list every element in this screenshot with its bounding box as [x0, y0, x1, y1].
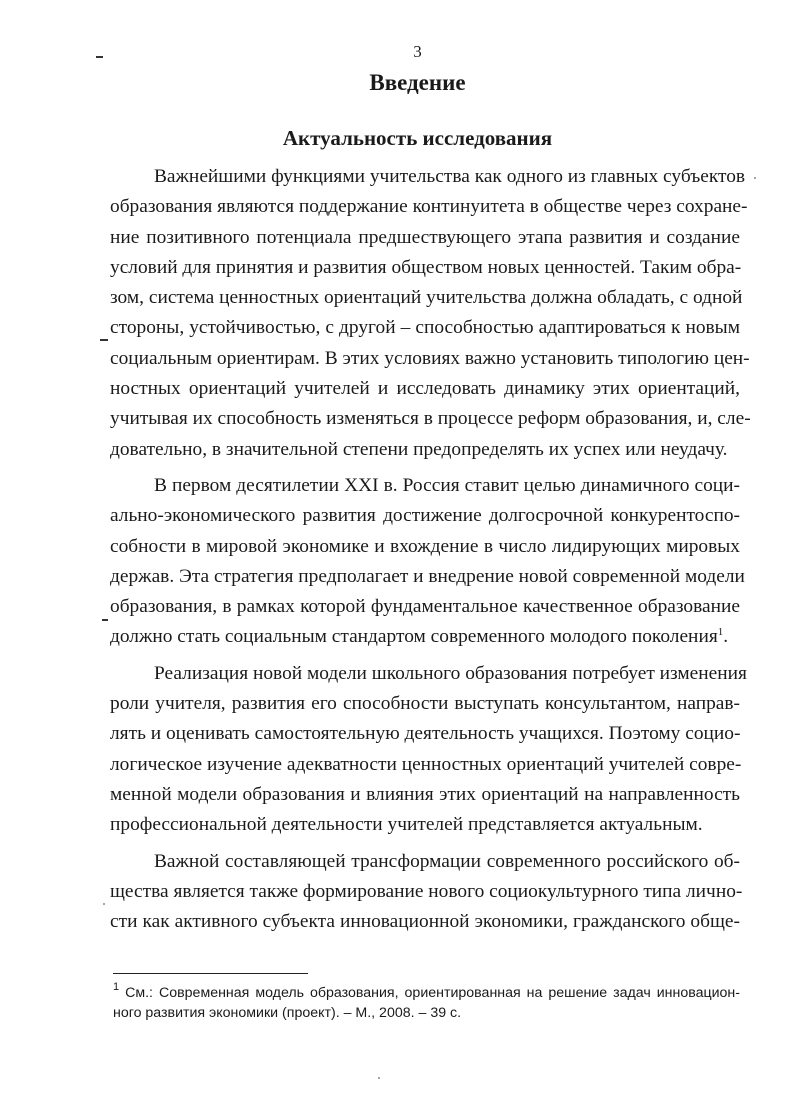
text-line: профессиональной деятельности учителей представляется актуальным.	[110, 814, 703, 836]
text-line: сти как активного субъекта инновационной экономики, гражданского обще-	[110, 911, 740, 933]
footnote-separator	[113, 973, 308, 974]
text-line	[110, 622, 740, 652]
section-title: Актуальность исследования	[282, 126, 553, 150]
paragraph	[110, 659, 747, 841]
text-line: зом, система ценностных ориентаций учительства должна обладать, с одной	[110, 287, 743, 309]
sentence-end: .	[723, 626, 729, 648]
scan-dot	[754, 177, 756, 179]
text-line: держав. Эта стратегия предполагает и внедрение новой современной модели	[110, 565, 745, 587]
text-line: ние позитивного потенциала предшествующего этапа развития и создание	[110, 226, 740, 248]
text-line: социальным ориентирам. В этих условиях важно установить типологию цен-	[110, 347, 750, 369]
text-line: ально-экономического развития достижение долгосрочной конкурентоспо-	[110, 505, 740, 527]
text-line: логическое изучение адекватности ценностных ориентаций учителей совре-	[110, 753, 742, 775]
text-line: образования, в рамках которой фундаментальное качественное образование	[110, 596, 740, 618]
text-line: довательно, в значительной степени предопределять их успех или неудачу.	[110, 438, 728, 460]
chapter-title: Введение	[369, 70, 466, 95]
text-line: Важнейшими функциями учительства как одного из главных субъектов	[154, 166, 746, 187]
scan-mark	[102, 619, 108, 621]
text-line: Важной составляющей трансформации современного российского об-	[154, 850, 740, 872]
text-line: образования являются поддержание континуитета в обществе через сохране-	[110, 196, 748, 218]
paragraph	[110, 847, 743, 938]
text-line-content: должно стать социальным стандартом современного молодого поколения	[110, 626, 718, 648]
footnote-text: См.: Современная модель образования, ориентированная на решение задач инновацион-	[119, 985, 740, 1001]
text-line: стороны, устойчивостью, с другой – способностью адаптироваться к новым	[110, 317, 740, 339]
scan-mark	[96, 56, 103, 58]
scan-mark	[100, 339, 108, 341]
body-text	[110, 162, 751, 937]
text-line: условий для принятия и развития обществом новых ценностей. Таким обра-	[110, 256, 742, 278]
text-line: роли учителя, развития его способности выступать консультантом, направ-	[110, 693, 740, 715]
paragraph	[110, 162, 751, 465]
text-line: менной модели образования и влияния этих ориентаций на направленность	[110, 783, 740, 805]
footnote	[113, 983, 740, 1023]
scan-dot	[378, 1077, 380, 1079]
text-line: лять и оценивать самостоятельную деятельность учащихся. Поэтому социо-	[110, 723, 741, 745]
footnote-line	[113, 983, 740, 1003]
text-line: собности в мировой экономике и вхождение в число лидирующих мировых	[110, 535, 740, 557]
footnote-marker: 1	[113, 981, 120, 993]
text-line: В первом десятилетии XXI в. Россия ставит целью динамичного соци-	[154, 474, 740, 496]
footnote-reference[interactable]: 1	[717, 626, 724, 639]
text-line: ностных ориентаций учителей и исследовать динамику этих ориентаций,	[110, 378, 740, 400]
text-line: щества является также формирование нового социокультурного типа лично-	[110, 880, 743, 902]
scan-dot	[103, 903, 105, 905]
text-line: учитывая их способность изменяться в процессе реформ образования, и, сле-	[110, 408, 751, 430]
paragraph	[110, 471, 745, 653]
text-line: Реализация новой модели школьного образования потребует изменения	[154, 662, 747, 684]
page-number: 3	[413, 42, 422, 61]
footnote-line: ного развития экономики (проект). – М., 2008. – 39 с.	[113, 1005, 462, 1021]
